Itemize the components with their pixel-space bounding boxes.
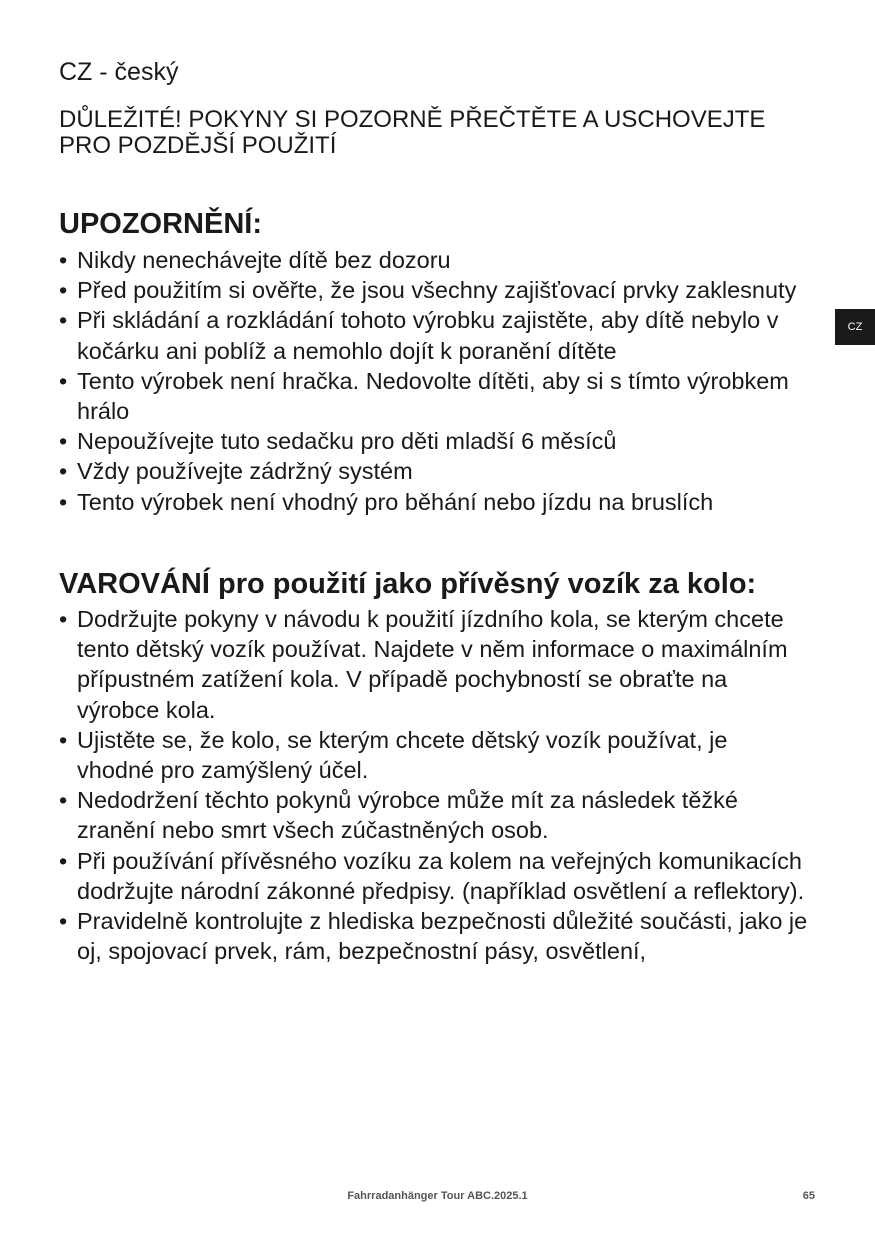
danger-heading: VAROVÁNÍ pro použití jako přívěsný vozík za kolo: — [59, 568, 757, 600]
list-item — [59, 785, 811, 845]
bullet-icon: • — [59, 726, 68, 753]
list-item-text: Před použitím si ověřte, že jsou všechny zajišťovací prvky zaklesnuty — [77, 277, 797, 304]
language-side-tab: CZ — [835, 309, 875, 345]
page-number: 65 — [802, 1190, 815, 1202]
list-item — [59, 456, 811, 486]
list-item — [59, 366, 811, 426]
warning-heading: UPOZORNĚNÍ: — [59, 208, 262, 240]
language-label: CZ - český — [59, 58, 179, 86]
list-item-text: Nikdy nenechávejte dítě bez dozoru — [77, 247, 451, 273]
list-item-text: Pravidelně kontrolujte z hlediska bezpečnosti důležité součásti, jako je oj, spojovací prvek, rám, bezpečnostní pásy, osvětlení, — [77, 908, 808, 965]
danger-list — [59, 604, 811, 966]
bullet-icon: • — [59, 428, 68, 455]
list-item-text: Nepoužívejte tuto sedačku pro děti mladší 6 měsíců — [77, 428, 617, 455]
list-item-text: Vždy používejte zádržný systém — [77, 458, 413, 485]
warning-list — [59, 245, 811, 517]
bullet-icon: • — [59, 458, 68, 485]
list-item — [59, 604, 811, 725]
bullet-icon: • — [59, 908, 68, 935]
important-notice: DŮLEŽITÉ! POKYNY SI POZORNĚ PŘEČTĚTE A USCHOVEJTE PRO POZDĚJŠÍ POUŽITÍ — [59, 106, 766, 159]
bullet-icon: • — [59, 277, 68, 304]
list-item-text: Dodržujte pokyny v návodu k použití jízdního kola, se kterým chcete tento dětský vozík používat. Najdete v něm informace o maximálním přípustném zatížení kola. V případě pochybností se obraťte na výrobce kola. — [77, 606, 788, 723]
list-item — [59, 487, 811, 517]
bullet-icon: • — [59, 606, 68, 632]
bullet-icon: • — [59, 787, 68, 814]
list-item-text: Nedodržení těchto pokynů výrobce může mít za následek těžké zranění nebo smrt všech zúčastněných osob. — [77, 787, 738, 844]
list-item — [59, 426, 811, 456]
list-item — [59, 906, 811, 966]
bullet-icon: • — [59, 307, 68, 334]
list-item-text: Při skládání a rozkládání tohoto výrobku zajistěte, aby dítě nebylo v kočárku ani poblíž a nemohlo dojít k poranění dítěte — [77, 307, 779, 364]
bullet-icon: • — [59, 488, 68, 515]
bullet-icon: • — [59, 847, 68, 874]
list-item — [59, 846, 811, 906]
list-item-text: Při používání přívěsného vozíku za kolem na veřejných komunikacích dodržujte národní zákonné předpisy. (například osvětlení a reflektory). — [77, 847, 805, 904]
list-item-text: Ujistěte se, že kolo, se kterým chcete dětský vozík používat, je vhodné pro zamýšlený účel. — [77, 726, 728, 784]
list-item — [59, 305, 811, 365]
footer-title: Fahrradanhänger Tour ABC.2025.1 — [347, 1190, 528, 1202]
list-item — [59, 725, 811, 785]
list-item-text: Tento výrobek není hračka. Nedovolte dítěti, aby si s tímto výrobkem hrálo — [77, 367, 789, 425]
list-item — [59, 275, 811, 305]
bullet-icon: • — [59, 247, 68, 273]
list-item-text: Tento výrobek není vhodný pro běhání nebo jízdu na bruslích — [77, 488, 714, 515]
list-item — [59, 245, 811, 275]
bullet-icon: • — [59, 367, 68, 394]
